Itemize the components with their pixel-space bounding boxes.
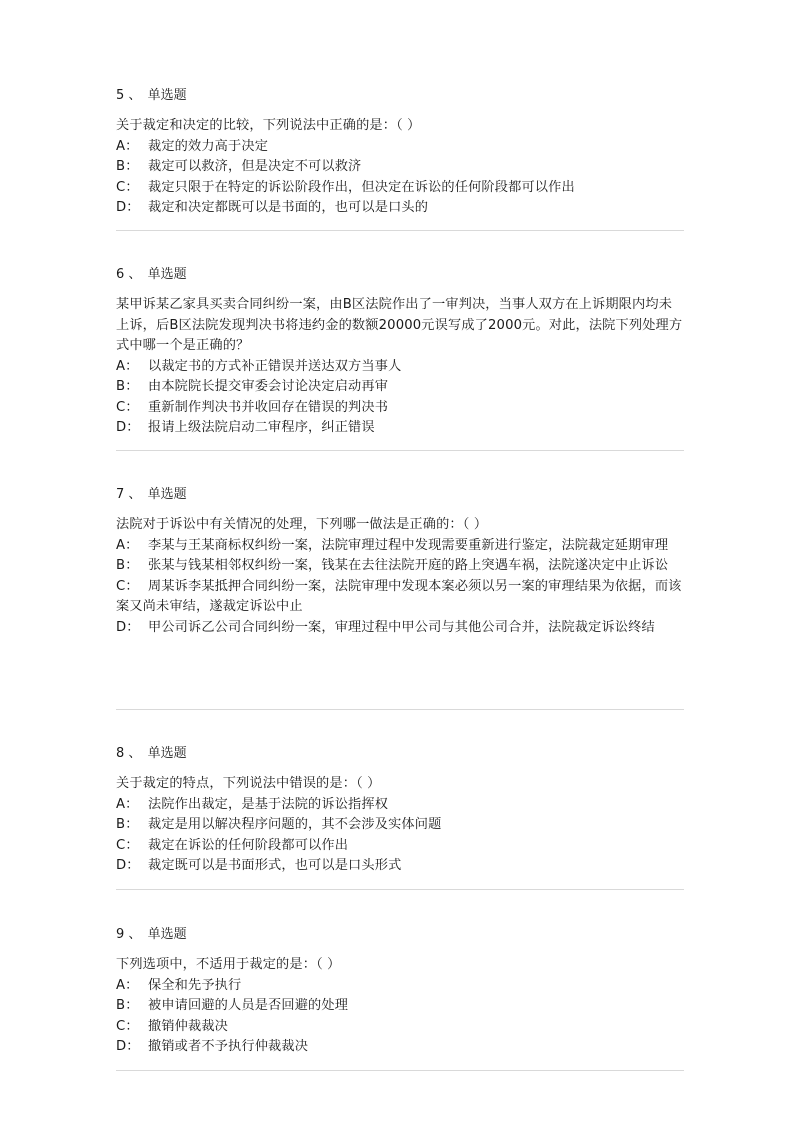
question-number: 8 — [116, 746, 125, 761]
option-b[interactable] — [116, 996, 684, 1017]
question-separator: 、 — [128, 746, 142, 761]
question-block — [116, 485, 684, 638]
question-type: 单选题 — [147, 927, 187, 942]
question-type: 单选题 — [147, 267, 187, 282]
question-stem: 某甲诉某乙家具买卖合同纠纷一案，由B区法院作出了一审判决，当事人双方在上诉期限内均未上诉，后B区法院发现判决书将违约金的数额20000元误写成了2000元。对此，法院下列处理方式中哪一个是正确的？ — [116, 297, 683, 353]
option-b[interactable] — [116, 157, 684, 178]
question-divider — [116, 889, 684, 890]
option-d[interactable] — [116, 618, 684, 639]
question-header — [116, 744, 684, 764]
option-text: 保全和先予执行 — [148, 977, 242, 993]
option-c[interactable] — [116, 577, 684, 618]
option-letter: A： — [116, 138, 139, 154]
option-letter: A： — [116, 537, 139, 553]
question-header — [116, 265, 684, 285]
option-letter: D： — [116, 619, 140, 635]
option-letter: B： — [116, 817, 139, 832]
question-divider — [116, 1070, 684, 1071]
option-c[interactable] — [116, 836, 684, 857]
option-letter: A： — [116, 358, 139, 374]
option-letter: C： — [116, 578, 139, 594]
option-d[interactable] — [116, 198, 684, 219]
option-text: 裁定在诉讼的任何阶段都可以作出 — [148, 837, 349, 853]
option-text: 裁定的效力高于决定 — [148, 138, 269, 154]
question-stem: 关于裁定的特点，下列说法中错误的是：（ ） — [116, 776, 381, 791]
question-number: 6 — [116, 267, 125, 282]
option-letter: D： — [116, 1039, 140, 1054]
option-text: 裁定可以救济，但是决定不可以救济 — [148, 159, 362, 174]
question-block — [116, 86, 684, 219]
option-letter: B： — [116, 159, 139, 174]
option-letter: C： — [116, 837, 139, 853]
question-stem: 法院对于诉讼中有关情况的处理，下列哪一做法是正确的：（ ） — [116, 517, 488, 532]
option-b[interactable] — [116, 556, 684, 577]
question-divider — [116, 709, 684, 710]
question-block — [116, 744, 684, 877]
option-c[interactable] — [116, 1017, 684, 1038]
option-text: 裁定和决定都既可以是书面的，也可以是口头的 — [148, 200, 429, 215]
option-text: 报请上级法院启动二审程序，纠正错误 — [148, 420, 375, 435]
question-divider — [116, 450, 684, 451]
option-letter: D： — [116, 420, 140, 435]
option-text: 法院作出裁定，是基于法院的诉讼指挥权 — [148, 796, 389, 812]
option-text: 由本院院长提交审委会讨论决定启动再审 — [148, 379, 389, 394]
question-separator: 、 — [128, 487, 142, 502]
option-a[interactable] — [116, 795, 684, 816]
option-letter: A： — [116, 977, 139, 993]
question-type: 单选题 — [147, 487, 187, 502]
question-header — [116, 485, 684, 505]
option-text: 以裁定书的方式补正错误并送达双方当事人 — [148, 358, 402, 374]
option-letter: D： — [116, 858, 140, 873]
option-letter: C： — [116, 399, 139, 415]
option-b[interactable] — [116, 377, 684, 398]
question-block — [116, 925, 684, 1058]
question-number: 5 — [116, 88, 125, 103]
option-d[interactable] — [116, 856, 684, 877]
question-type: 单选题 — [147, 88, 187, 103]
question-header — [116, 925, 684, 945]
option-a[interactable] — [116, 357, 684, 378]
option-c[interactable] — [116, 178, 684, 199]
option-c[interactable] — [116, 398, 684, 419]
question-stem: 关于裁定和决定的比较，下列说法中正确的是：（ ） — [116, 118, 421, 133]
option-text: 被申请回避的人员是否回避的处理 — [148, 998, 349, 1013]
option-letter: B： — [116, 379, 139, 394]
option-text: 重新制作判决书并收回存在错误的判决书 — [148, 399, 389, 415]
option-text: 撤销仲裁裁决 — [148, 1018, 229, 1034]
option-letter: B： — [116, 998, 139, 1013]
question-number: 9 — [116, 927, 125, 942]
option-a[interactable] — [116, 536, 684, 557]
option-text: 裁定只限于在特定的诉讼阶段作出，但决定在诉讼的任何阶段都可以作出 — [148, 179, 575, 195]
question-number: 7 — [116, 487, 125, 502]
question-stem: 下列选项中，不适用于裁定的是：（ ） — [116, 957, 341, 972]
option-text: 李某与王某商标权纠纷一案，法院审理过程中发现需要重新进行鉴定，法院裁定延期审理 — [148, 537, 669, 553]
option-d[interactable] — [116, 418, 684, 439]
option-text: 甲公司诉乙公司合同纠纷一案，审理过程中甲公司与其他公司合并，法院裁定诉讼终结 — [148, 619, 655, 635]
option-text: 周某诉李某抵押合同纠纷一案，法院审理中发现本案必须以另一案的审理结果为依据，而该案又尚未审结，遂裁定诉讼中止 — [116, 578, 682, 614]
question-header — [116, 86, 684, 106]
option-d[interactable] — [116, 1037, 684, 1058]
question-separator: 、 — [128, 927, 142, 942]
option-text: 裁定是用以解决程序问题的，其不会涉及实体问题 — [148, 817, 442, 832]
option-text: 裁定既可以是书面形式，也可以是口头形式 — [148, 858, 402, 873]
option-a[interactable] — [116, 137, 684, 158]
option-letter: C： — [116, 179, 139, 195]
question-block — [116, 265, 684, 439]
option-letter: D： — [116, 200, 140, 215]
option-letter: A： — [116, 796, 139, 812]
option-text: 张某与钱某相邻权纠纷一案，钱某在去往法院开庭的路上突遇车祸，法院遂决定中止诉讼 — [148, 558, 669, 573]
option-letter: B： — [116, 558, 139, 573]
option-a[interactable] — [116, 976, 684, 997]
question-divider — [116, 230, 684, 231]
option-text: 撤销或者不予执行仲裁裁决 — [148, 1039, 309, 1054]
question-separator: 、 — [128, 88, 142, 103]
option-letter: C： — [116, 1018, 139, 1034]
question-type: 单选题 — [147, 746, 187, 761]
question-separator: 、 — [128, 267, 142, 282]
option-b[interactable] — [116, 815, 684, 836]
